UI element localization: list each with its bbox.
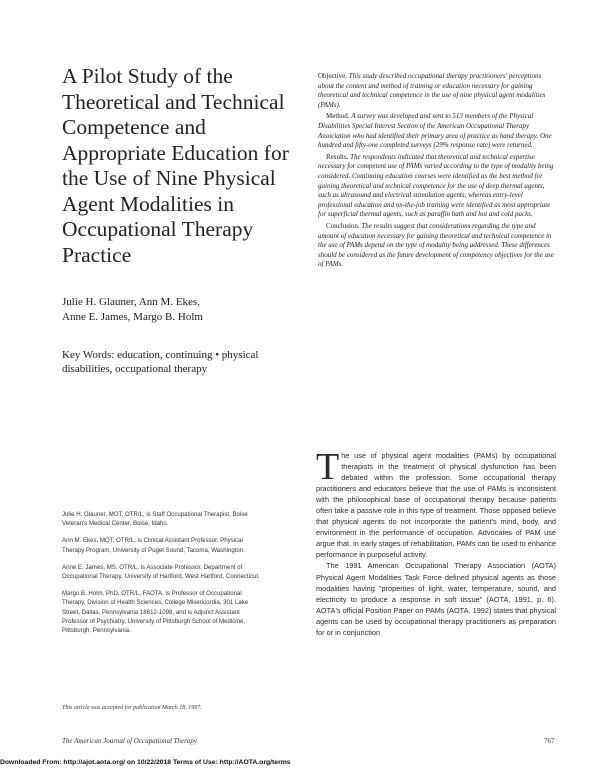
journal-name: The American Journal of Occupational Therapy — [62, 737, 197, 745]
keywords-label: Key Words: — [62, 349, 115, 361]
objective-label: Objective. — [318, 72, 347, 80]
author-line-2: Anne E. James, Margo B. Holm — [62, 311, 203, 323]
author-line-1: Julie H. Glauner, Ann M. Ekes, — [62, 296, 200, 308]
author-affiliations — [62, 510, 262, 643]
results-label: Results. — [326, 152, 349, 161]
method-label: Method. — [326, 112, 350, 121]
method-text: A survey was developed and sent to 513 members of the Physical Disabilities Special Interest Section of the American Occupational Therapy Association who had identified their primary area of practice as hand therapy. One hundred and fifty-one completed surveys (29% response rate) were returned. — [318, 112, 552, 150]
abstract-objective — [318, 72, 556, 110]
body-paragraph-1 — [316, 446, 556, 560]
accepted-note: This article was accepted for publication March 18, 1997. — [62, 705, 202, 711]
affiliation: Ann M. Ekes, MOT, OTR/L, is Clinical Assistant Professor, Physical Therapy Program, University of Puget Sound, Tacoma, Washington. — [62, 537, 245, 554]
results-text: The respondents indicated that theoretical and technical expertise necessary for competent use of PAMs varied according to the type of modality being considered. Continuing education courses were identified as the best method for gaining theoretical and technical competence for the use of deep thermal agents, such as ultrasound and electrical stimulation agents, whereas entry-level professional education and on-the-job training were identified as most appropriate for superficial thermal agents, such as paraffin bath and hot and cold packs. — [318, 152, 554, 219]
conclusion-label: Conclusion. — [326, 221, 360, 230]
download-notice: Downloaded From: http://ajot.aota.org/ on 10/22/2018 Terms of Use: http://AOTA.org/terms — [0, 759, 291, 766]
affiliation: Margo B. Holm, PhD, OTR/L, FAOTA, is Professor of Occupational Therapy, Division of Health Sciences, College Misericordia, 301 Lake Street, Dallas, Pennsylvania 18612-1098, and is Adjunct Assistant Professor of Psychiatry, University of Pittsburgh School of Medicine, Pittsburgh, Pennsylvania. — [62, 590, 249, 635]
body-text — [316, 446, 556, 638]
article-title: A Pilot Study of the Theoretical and Technical Competence and Appropriate Education for the Use of Nine Physical Agent Modalities in Occupational Therapy Practice — [62, 64, 289, 267]
abstract — [318, 72, 556, 272]
page-number: 767 — [544, 737, 555, 745]
affiliation: Anne E. James, MS, OTR/L, is Associate Professor, Department of Occupational Therapy, University of Hartford, West Hartford, Connecticut. — [62, 563, 260, 581]
body-paragraph-2: The 1991 American Occupational Therapy Association (AOTA) Physical Agent Modalities Task Force defined physical agents as those modalities having "properties of light, water, temperature, sound, and electricity to produce a response in soft tissue" (AOTA, 1991, p. 6). AOTA's official Position Paper on PAMs (AOTA, 1992) states that physical agents can be used by occupational therapy practitioners as preparation for or in conjunction — [316, 561, 556, 637]
keywords — [62, 348, 307, 376]
abstract-conclusion — [318, 222, 556, 270]
keywords-text: education, continuing • physical disabilities, occupational therapy — [62, 349, 259, 375]
paragraph-text: he use of physical agent modalities (PAMs) by occupational therapists in the treatment of physical dysfunction has been debated within the profession. Some occupational therapy practitioners and educators believe that the use of PAMs is inconsistent with the philosophical base of occupational therapy because patients often take a passive role in this type of treatment. Those opposed believe that physical agents do not incorporate the patient's mind, body, and environment in the performance of occupation. Advocates of PAM use argue that, in early stages of rehabilitation, PAMs can be used to enhance performance in purposeful activity. — [316, 451, 556, 560]
abstract-results — [318, 153, 556, 220]
drop-cap: T — [316, 446, 340, 488]
affiliation: Julie H. Glauner, MOT, OTR/L, is Staff Occupational Therapist, Boise Veteran's Medical Center, Boise, Idaho. — [62, 511, 248, 528]
abstract-method — [318, 112, 556, 150]
author-list — [62, 295, 302, 325]
conclusion-text: The results suggest that considerations regarding the type and amount of education necessary for gaining theoretical and technical competence in the use of PAMs depend on the type of modality being addressed. These differences should be considered as the future development of competency objectives for the use of PAMs. — [318, 221, 554, 269]
objective-text: This study described occupational therapy practitioners' perceptions about the content and method of training or education necessary for gaining theoretical and technical competence in the use of nine physical agent modalities (PAMs). — [318, 72, 546, 109]
